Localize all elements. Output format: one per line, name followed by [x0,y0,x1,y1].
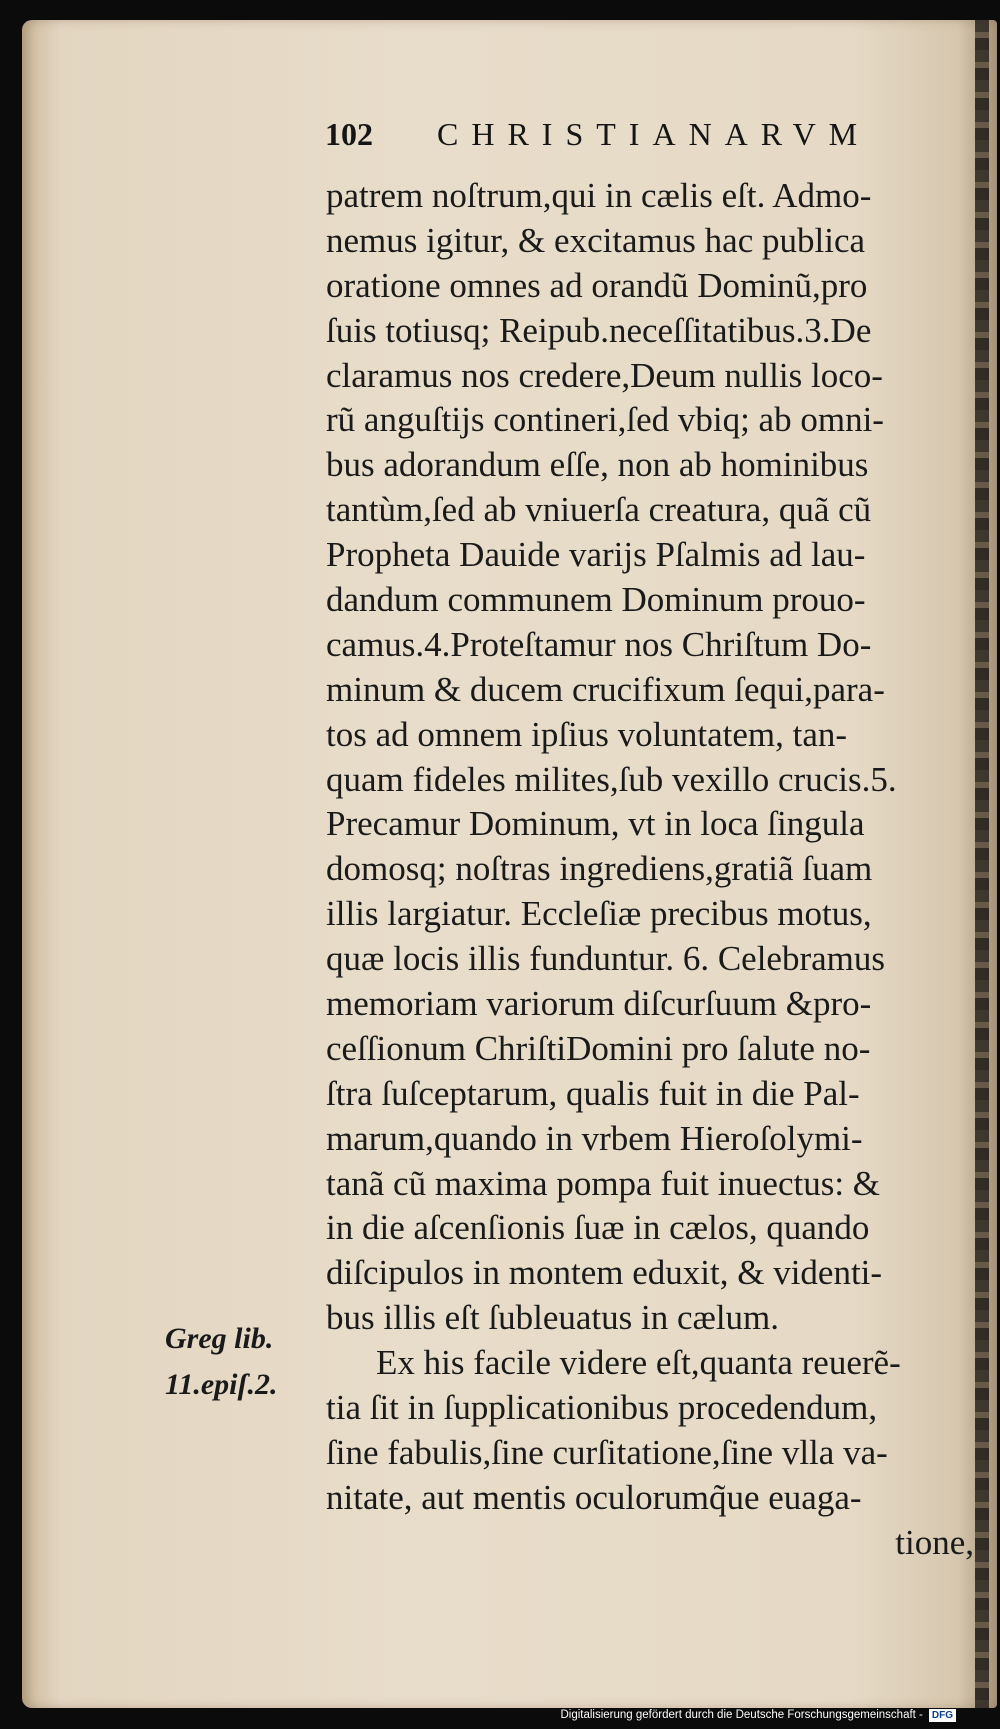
text-line: nitate, aut mentis oculorumq̃ue euaga- [326,1477,862,1517]
text-line: camus.4.Proteſtamur nos Chriſtum Do- [326,624,872,664]
text-line: Ex his facile videre eſt,quanta reuerẽ- [376,1343,901,1383]
footer-credit [560,1707,956,1723]
text-line: quæ locis illis funduntur. 6. Celebramus [326,939,885,979]
text-line: diſcipulos in montem eduxit, & videnti- [326,1253,883,1293]
text-line: Precamur Dominum, vt in loca ſingula [326,804,865,844]
text-line: patrem noſtrum,qui in cælis eſt. Admo- [326,176,872,215]
body-text [326,174,986,1566]
marginal-note [165,1316,315,1408]
text-line: ſuis totiusq; Reipub.neceſſitatibus.3.De [326,310,872,350]
text-line: domosq; noſtras ingrediens,gratiã ſuam [326,849,873,889]
text-line: tos ad omnem ipſius voluntatem, tan- [326,714,848,754]
dfg-logo: DFG [929,1709,956,1722]
text-line: bus illis eſt ſubleuatus in cælum. [326,1298,780,1338]
text-line: tanã cũ maxima pompa fuit inuectus: & [326,1163,881,1203]
page-header [325,116,925,156]
text-line: marum,quando in vrbem Hieroſolymi- [326,1118,863,1158]
text-line: illis largiatur. Eccleſiæ precibus motus, [326,894,872,934]
text-line: ſine fabulis,ſine curſitatione,ſine vlla va- [326,1432,888,1472]
text-line: tione, [895,1522,974,1562]
text-line: tia ſit in ſupplicationibus procedendum, [326,1388,878,1428]
text-line: oratione omnes ad orandũ Dominũ,pro [326,265,868,305]
text-line: bus adorandum eſſe, non ab hominibus [326,445,869,485]
text-line: dandum communem Dominum prouo- [326,580,866,620]
text-line: nemus igitur, & excitamus hac publica [326,220,866,260]
text-line: in die aſcenſionis ſuæ in cælos, quando [326,1208,870,1248]
marginal-note-line: Greg lib. [165,1322,274,1355]
text-line: tantùm,ſed ab vniuerſa creatura, quã cũ [326,490,872,530]
funding-credit-text: Digitalisierung gefördert durch die Deutsche Forschungsgemeinschaft - [560,1709,923,1721]
running-title: CHRISTIANARVM [437,116,871,152]
text-line: ceſſionum ChriſtiDomini pro ſalute no- [326,1028,871,1068]
text-line: Propheta Dauide varijs Pſalmis ad lau- [326,535,866,575]
marginal-note-line: 11.epiſ.2. [165,1368,278,1401]
text-line: claramus nos credere,Deum nullis loco- [326,355,883,395]
text-line: memoriam variorum diſcurſuum &pro- [326,984,872,1024]
text-line: rũ anguſtijs contineri,ſed vbiq; ab omni- [326,400,884,440]
page-number: 102 [325,116,373,152]
text-line: minum & ducem crucifixum ſequi,para- [326,669,885,709]
text-line: ſtra ſuſceptarum, qualis fuit in die Pal- [326,1073,860,1113]
text-line: quam fideles milites,ſub vexillo crucis.5. [326,759,897,799]
